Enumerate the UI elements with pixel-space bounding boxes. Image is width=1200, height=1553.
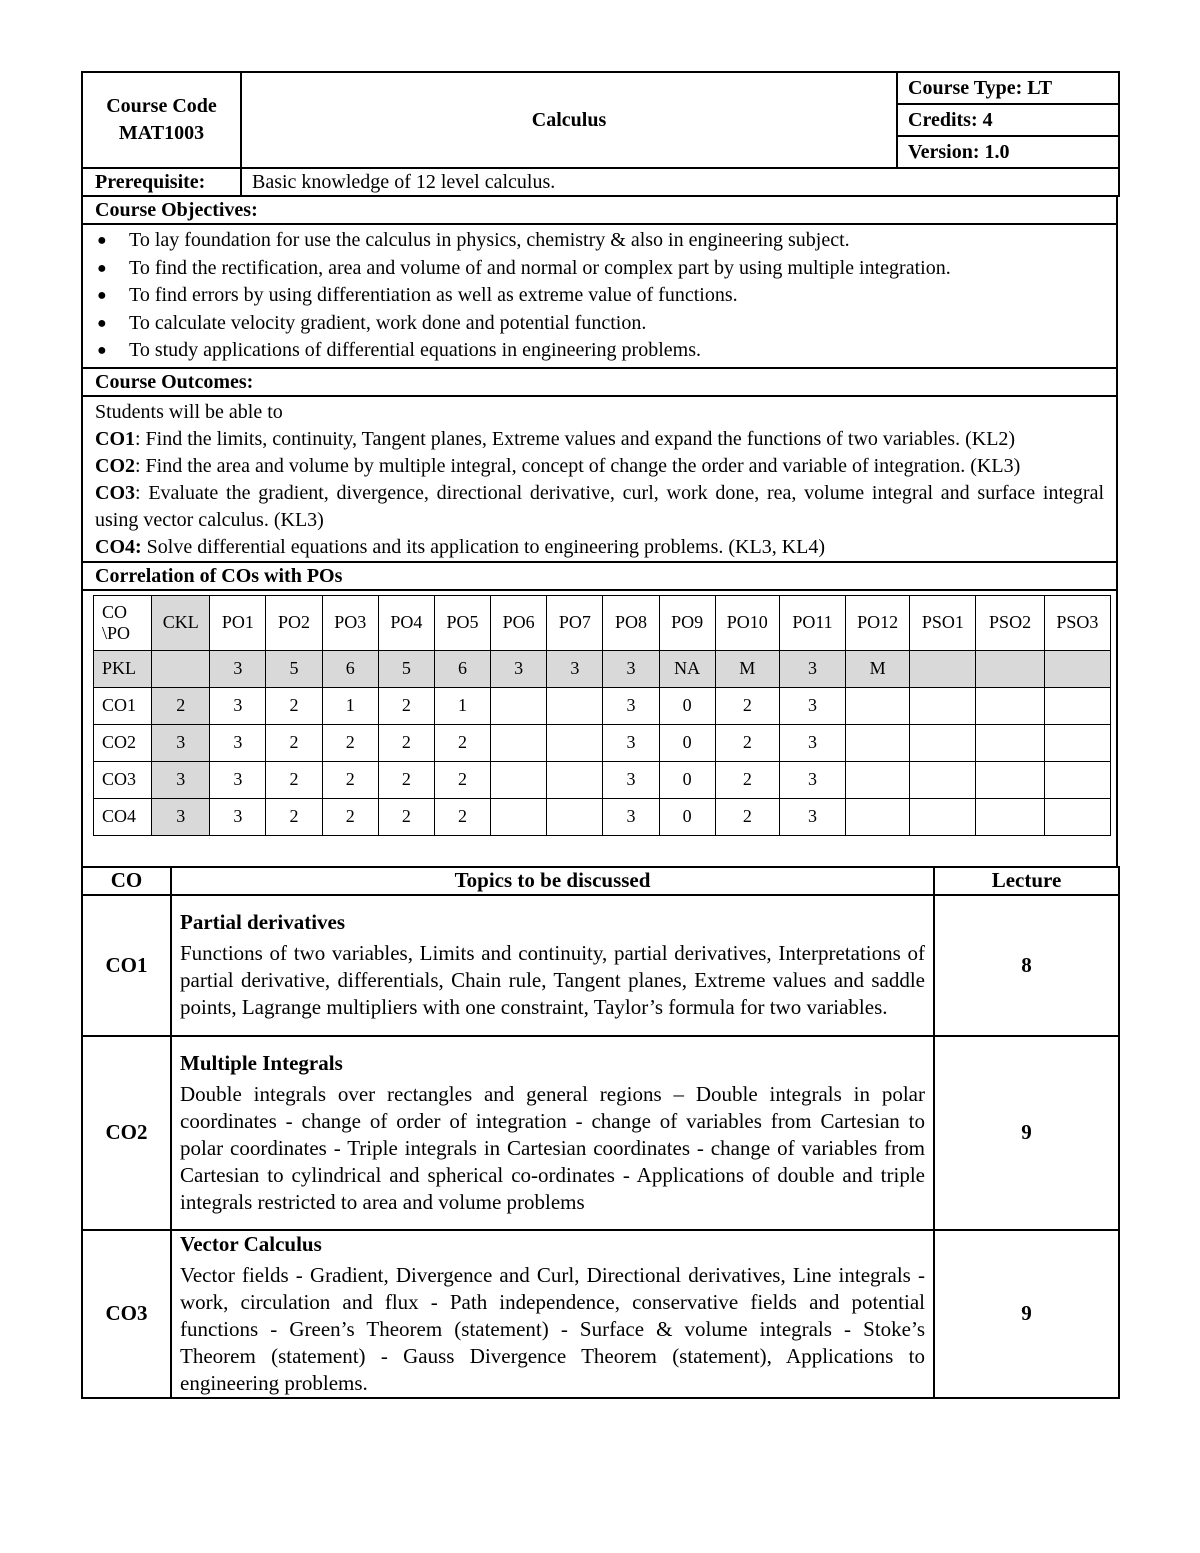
matrix-cell: 2 [715,687,779,724]
topic-description [171,1036,934,1230]
outcome-text: Solve differential equations and its application to engineering problems. (KL3, KL4) [141,535,826,558]
matrix-cell: 3 [491,650,547,687]
topic-co: CO3 [82,1230,171,1398]
matrix-cell: 3 [603,650,659,687]
matrix-cell [976,724,1044,761]
matrix-header-cell: PO8 [603,595,659,650]
outcome-code: CO2 [95,454,135,477]
topic-lecture: 9 [934,1036,1119,1230]
matrix-cell: 2 [322,798,378,835]
outcome-code: CO3 [95,481,135,504]
matrix-header-cell: PO11 [779,595,845,650]
matrix-row-label: PKL [94,650,152,687]
matrix-cell: NA [659,650,715,687]
table-row [82,1230,1119,1398]
matrix-cell: 1 [434,687,490,724]
outcome-text: : Find the area and volume by multiple integral, concept of change the order and variable of integration. (KL3) [135,454,1021,477]
matrix-cell [976,798,1044,835]
table-row [94,650,1111,687]
matrix-header-cell: PO7 [547,595,603,650]
table-row [94,798,1111,835]
matrix-header-cell: PO12 [846,595,910,650]
matrix-cell: 0 [659,724,715,761]
matrix-cell: M [846,650,910,687]
matrix-row-label: CO3 [94,761,152,798]
course-code-value: MAT1003 [118,122,205,144]
matrix-cell: 3 [152,724,210,761]
outcomes-intro: Students will be able to [95,400,283,423]
matrix-cell: 5 [266,650,322,687]
matrix-cell: 1 [322,687,378,724]
matrix-cell [547,798,603,835]
correlation-title: Correlation of COs with POs [82,562,1117,590]
matrix-cell: 3 [779,761,845,798]
outcomes-title: Course Outcomes: [82,368,1117,396]
course-title: Calculus [241,72,897,168]
matrix-cell: 2 [322,724,378,761]
matrix-cell: 3 [210,650,266,687]
topic-title: Multiple Integrals [180,1050,343,1075]
matrix-cell: 0 [659,761,715,798]
matrix-cell: M [715,650,779,687]
matrix-cell [976,761,1044,798]
matrix-cell: 2 [378,761,434,798]
matrix-cell: 3 [779,798,845,835]
matrix-cell: 2 [715,761,779,798]
matrix-cell: 2 [378,724,434,761]
topics-table [81,866,1120,1399]
matrix-cell [910,724,976,761]
matrix-cell: 2 [322,761,378,798]
objectives-list [93,227,1106,365]
matrix-cell: 3 [210,761,266,798]
matrix-cell [846,761,910,798]
matrix-cell: 0 [659,798,715,835]
matrix-cell: 6 [322,650,378,687]
matrix-header-cell: PO2 [266,595,322,650]
prerequisite-label: Prerequisite: [82,168,241,196]
course-type: Course Type: LT [897,72,1119,104]
matrix-cell [846,724,910,761]
matrix-cell: 3 [603,761,659,798]
course-version: Version: 1.0 [897,136,1119,168]
matrix-cell: 2 [378,798,434,835]
outcome-item [95,534,1104,561]
matrix-cell [910,798,976,835]
matrix-header-cell: PSO1 [910,595,976,650]
matrix-cell: 2 [715,724,779,761]
matrix-cell: 3 [547,650,603,687]
matrix-cell [1044,724,1110,761]
topic-co: CO1 [82,895,171,1036]
matrix-cell [547,761,603,798]
topic-co: CO2 [82,1036,171,1230]
matrix-cell: 2 [266,761,322,798]
topic-lecture: 8 [934,895,1119,1036]
topic-title: Vector Calculus [180,1231,322,1256]
matrix-cell [491,687,547,724]
matrix-header-cell: PO6 [491,595,547,650]
matrix-cell [846,687,910,724]
outcome-item [95,480,1104,534]
matrix-cell: 2 [266,798,322,835]
matrix-cell [1044,798,1110,835]
matrix-row-label: CO2 [94,724,152,761]
matrix-header-cell: PO4 [378,595,434,650]
matrix-cell: 3 [603,798,659,835]
matrix-cell [846,798,910,835]
outcome-text: : Find the limits, continuity, Tangent planes, Extreme values and expand the functions of two variables. (KL2) [135,427,1016,450]
matrix-cell: 3 [210,687,266,724]
matrix-header-cell: PO9 [659,595,715,650]
matrix-cell: 2 [152,687,210,724]
topic-body: Vector fields - Gradient, Divergence and Curl, Directional derivatives, Line integrals - work, circulation and flux - Path independence, conservative fields and potential functions - Green’s Theorem (statement) - Surface & volume integrals - Stoke’s Theorem (statement) - Gauss Divergence Theorem (statement), Applications to engineering problems. [180,1262,925,1395]
outcome-item [95,453,1104,480]
outcome-item [95,426,1104,453]
objectives-cell [82,224,1117,368]
matrix-cell: 2 [434,724,490,761]
matrix-cell: 3 [210,724,266,761]
topic-body: Functions of two variables, Limits and continuity, partial derivatives, Interpretations of partial derivative, differentials, Chain rule, Tangent planes, Extreme values and saddle points, Lagrange multipliers with one constraint, Taylor’s formula for two variables. [180,941,925,1019]
matrix-cell [1044,687,1110,724]
table-row [94,761,1111,798]
matrix-cell: 5 [378,650,434,687]
matrix-cell: 2 [434,798,490,835]
outcome-code: CO1 [95,427,135,450]
course-syllabus [81,71,1118,1399]
matrix-header-cell: PSO2 [976,595,1044,650]
correlation-matrix [93,595,1111,836]
list-item: ● To find errors by using differentiation as well as extreme value of functions. [93,282,1106,310]
matrix-cell [491,724,547,761]
table-row [82,1036,1119,1230]
course-code-cell [82,72,241,168]
matrix-cell [910,761,976,798]
matrix-cell: 3 [779,724,845,761]
topics-header-lecture: Lecture [934,867,1119,895]
table-row [94,687,1111,724]
matrix-cell [910,687,976,724]
list-item: ● To calculate velocity gradient, work done and potential function. [93,310,1106,338]
matrix-cell [547,724,603,761]
matrix-cell [152,650,210,687]
list-item: ● To lay foundation for use the calculus in physics, chemistry & also in engineering subject. [93,227,1106,255]
table-row [94,724,1111,761]
topic-description [171,895,934,1036]
list-item: ● To find the rectification, area and volume of and normal or complex part by using multiple integration. [93,255,1106,283]
course-body-table [81,195,1118,868]
topics-header-topics: Topics to be discussed [171,867,934,895]
prerequisite-value: Basic knowledge of 12 level calculus. [241,168,1119,196]
matrix-cell: 3 [779,650,845,687]
matrix-cell: 0 [659,687,715,724]
outcomes-cell [82,396,1117,562]
course-credits: Credits: 4 [897,104,1119,136]
topic-lecture: 9 [934,1230,1119,1398]
topics-header-co: CO [82,867,171,895]
matrix-cell: 3 [603,724,659,761]
matrix-cell: 6 [434,650,490,687]
matrix-header-cell: PSO3 [1044,595,1110,650]
matrix-cell [547,687,603,724]
matrix-cell: 3 [152,798,210,835]
correlation-cell [82,590,1117,867]
matrix-header-cell: CO \PO [94,595,152,650]
topic-title: Partial derivatives [180,910,346,934]
matrix-cell [491,798,547,835]
matrix-cell [1044,650,1110,687]
outcome-code: CO4: [95,535,142,558]
matrix-row-label: CO4 [94,798,152,835]
table-row [82,895,1119,1036]
matrix-cell [491,761,547,798]
matrix-header-row [94,595,1111,650]
matrix-cell: 3 [210,798,266,835]
matrix-header-cell: PO10 [715,595,779,650]
matrix-cell: 2 [434,761,490,798]
matrix-cell [910,650,976,687]
matrix-cell [1044,761,1110,798]
matrix-header-cell: PO5 [434,595,490,650]
matrix-header-cell: CKL [152,595,210,650]
matrix-cell: 3 [779,687,845,724]
matrix-header-cell: PO1 [210,595,266,650]
course-header-table [81,71,1120,197]
matrix-cell: 2 [378,687,434,724]
matrix-cell: 3 [603,687,659,724]
topic-body: Double integrals over rectangles and general regions – Double integrals in polar coordinates - change of order of integration - change of variables from Cartesian to polar coordinates - Triple integrals in Cartesian coordinates - change of variables from Cartesian to cylindrical and spherical co-ordinates - Applications of double and triple integrals restricted to area and volume problems [180,1081,925,1214]
matrix-cell [976,687,1044,724]
matrix-cell [976,650,1044,687]
matrix-cell: 2 [715,798,779,835]
list-item: ● To study applications of differential equations in engineering problems. [93,337,1106,365]
matrix-cell: 3 [152,761,210,798]
outcome-text: : Evaluate the gradient, divergence, directional derivative, curl, work done, rea, volume integral and surface integral using vector calculus. (KL3) [95,481,1104,531]
matrix-header-cell: PO3 [322,595,378,650]
matrix-cell: 2 [266,724,322,761]
matrix-row-label: CO1 [94,687,152,724]
objectives-title: Course Objectives: [82,196,1117,224]
correlation-matrix-body [94,595,1111,835]
matrix-cell: 2 [266,687,322,724]
topic-description [171,1230,934,1398]
course-code-label: Course Code [106,95,217,117]
